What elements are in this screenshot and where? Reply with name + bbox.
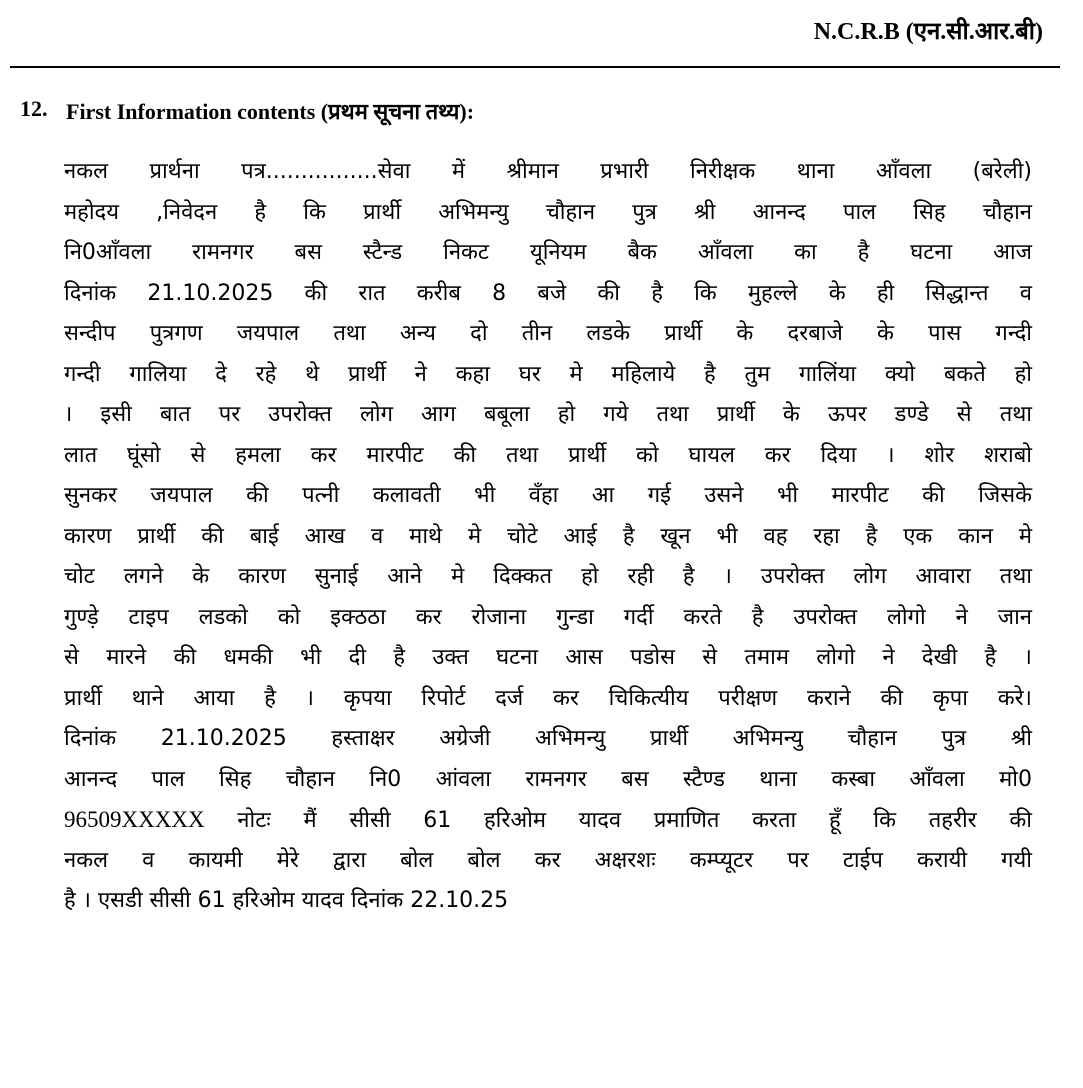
fir-text-line: सन्दीप पुत्रगण जयपाल तथा अन्य दो तीन लडके प्रार्थी के दरबाजे के पास गन्दी: [64, 321, 1032, 346]
fir-text-line: सुनकर जयपाल की पत्नी कलावती भी वँहा आ गई उसने भी मारपीट की जिसके: [64, 483, 1032, 508]
section-title: First Information contents (प्रथम सूचना तथ्य):: [66, 99, 475, 124]
fir-text-line: नि0आँवला रामनगर बस स्टैन्ड निकट यूनियम बैक आँवला का है घटना आज: [64, 240, 1032, 265]
section-number: 12.: [20, 96, 48, 121]
fir-text-line: नकल व कायमी मेरे द्वारा बोल बोल कर अक्षरशः कम्प्यूटर पर टाईप करायी गयी: [64, 847, 1032, 873]
fir-text-line: गन्दी गालिया दे रहे थे प्रार्थी ने कहा घर मे महिलाये है तुम गालिंया क्यो बकते हो: [64, 361, 1032, 387]
note-text: नोटः मैं सीसी 61 हरिओम यादव प्रमाणित करता हूँ कि तहरीर की: [204, 808, 1032, 833]
fir-text-line: दिनांक 21.10.2025 की रात करीब 8 बजे की है कि मुहल्ले के ही सिद्धान्त व: [64, 280, 1032, 306]
fir-text-line: । इसी बात पर उपरोक्त लोग आग बबूला हो गये तथा प्रार्थी के ऊपर डण्डे से तथा: [64, 402, 1032, 427]
fir-text-line: चोट लगने के कारण सुनाई आने मे दिक्कत हो रही है । उपरोक्त लोग आवारा तथा: [64, 564, 1032, 589]
fir-text-line: महोदय ,निवेदन है कि प्रार्थी अभिमन्यु चौहान पुत्र श्री आनन्द पाल सिह चौहान: [64, 199, 1032, 225]
fir-text-line-phone: [64, 800, 1032, 841]
fir-text-line: आनन्द पाल सिह चौहान नि0 आंवला रामनगर बस स्टैण्ड थाना कस्बा आँवला मो0: [64, 766, 1032, 792]
first-information-text: [64, 152, 1032, 922]
fir-text-line: लात घूंसो से हमला कर मारपीट की तथा प्रार्थी को घायल कर दिया । शोर शराबो: [64, 442, 1032, 468]
fir-text-line: से मारने की धमकी भी दी है उक्त घटना आस पडोस से तमाम लोगो ने देखी है ।: [64, 645, 1032, 670]
ncrb-header: N.C.R.B (एन.सी.आर.बी): [813, 19, 1043, 45]
fir-text-line: दिनांक 21.10.2025 हस्ताक्षर अग्रेजी अभिमन्यु प्रार्थी अभिमन्यु चौहान पुत्र श्री: [64, 726, 1032, 751]
fir-text-line: प्रार्थी थाने आया है । कृपया रिपोर्ट दर्ज कर चिकित्यीय परीक्षण कराने की कृपा करे।: [64, 685, 1032, 711]
mobile-number: 96509XXXXX: [64, 807, 205, 832]
fir-text-line: है । एसडी सीसी 61 हरिओम यादव दिनांक 22.10.25: [64, 888, 509, 913]
header-divider: [10, 66, 1060, 68]
fir-text-line: नकल प्रार्थना पत्र................सेवा में श्रीमान प्रभारी निरीक्षक थाना आँवला (बरेली): [64, 159, 1032, 184]
fir-text-line: कारण प्रार्थी की बाई आख व माथे मे चोटे आई है खून भी वह रहा है एक कान मे: [64, 523, 1032, 549]
fir-text-line: गुण्ड़े टाइप लडको को इक्ठठा कर रोजाना गुन्डा गर्दी करते है उपरोक्त लोगो ने जान: [64, 604, 1032, 630]
